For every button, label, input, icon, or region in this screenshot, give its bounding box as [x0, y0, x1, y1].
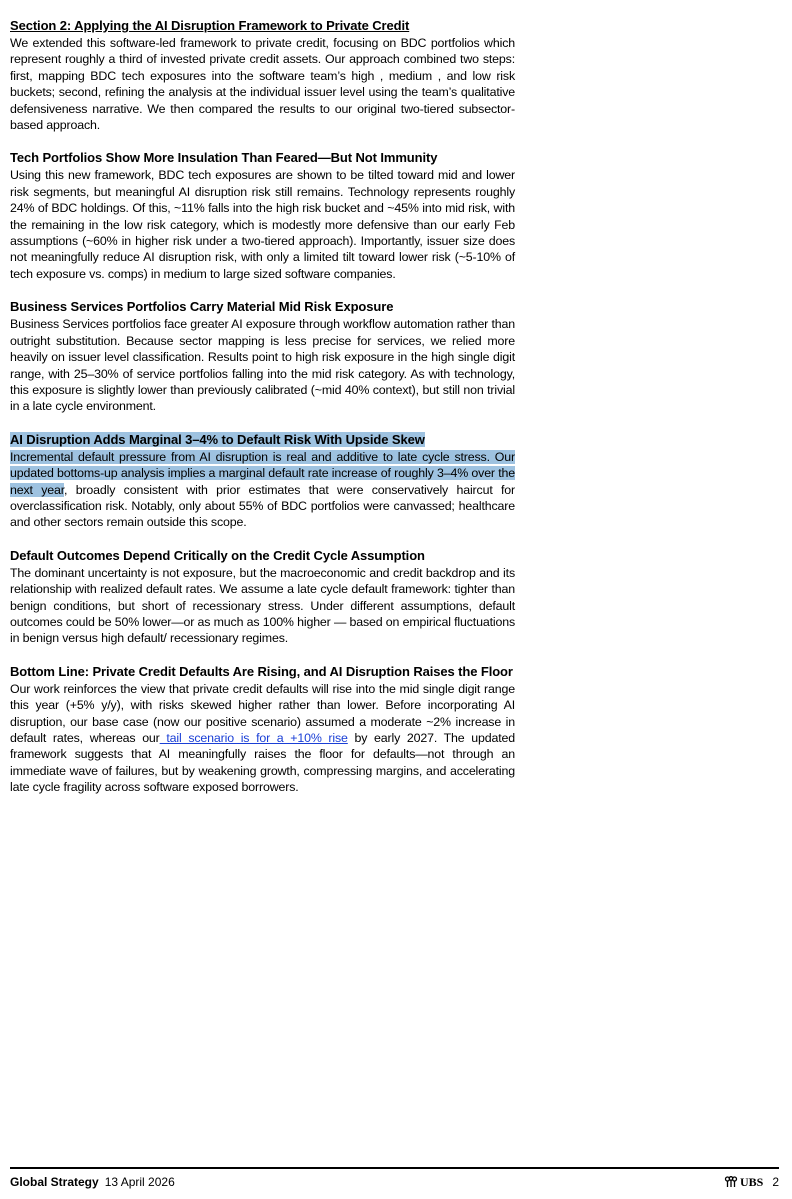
section-credit-cycle — [10, 548, 515, 647]
section-paragraph — [10, 681, 515, 796]
section-bottom-line — [10, 664, 515, 796]
paragraph-text: by early 2027. The updated framework suggests that AI meaningfully raises the floor for defaults—not through an immediate wave of failures, but by weakening growth, compressing margins, and accelerating late cycle fragility across software exposed borrowers. — [10, 731, 515, 795]
section-paragraph — [10, 449, 515, 531]
section-paragraph: Business Services portfolios face greater AI exposure through workflow automation rather than outright substitution. Because sector mapping is less precise for services, we relied more heavily on issuer level classification. Results point to high risk exposure in the high single digit range, with 25–30% of service portfolios falling into the mid risk category. As with technology, this exposure is slightly lower than previously calibrated (~mid 40% context), but still non trivial in a late cycle environment. — [10, 317, 515, 414]
section-paragraph: The dominant uncertainty is not exposure, but the macroeconomic and credit backdrop and its relationship with realized default rates. We assume a late cycle default framework: tighter than benign conditions, but short of recessionary stress. Under different assumptions, default outcomes could be 50% lower—or as much as 100% higher — based on empirical fluctuations in benign versus high default/ recessionary regimes. — [10, 565, 515, 646]
highlighted-text-selection[interactable]: Incremental default pressure from AI disruption is real and additive to late cycle stress. Our updated bottoms-up analysis implies a marginal default rate increase of roughly 3–4% over the next year — [10, 449, 515, 497]
section-business-services — [10, 299, 515, 414]
footer-date: 13 April 2026 — [104, 1175, 175, 1189]
section-paragraph: We extended this software-led framework to private credit, focusing on BDC portfolios which represent roughly a third of invested private credit assets. Our approach combined two steps: first, mapping BDC tech exposures into the software team’s high , medium , and low risk buckets; second, refining the analysis at the individual issuer level using the team’s qualitative defensiveness narrative. We then compared the results to our original two-tiered subsector-based approach. — [10, 36, 515, 133]
highlighted-heading-text[interactable]: AI Disruption Adds Marginal 3–4% to Default Risk With Upside Skew — [10, 431, 425, 447]
footer-divider — [10, 1167, 779, 1169]
footer-right — [724, 1174, 779, 1190]
section-heading: Bottom Line: Private Credit Defaults Are Rising, and AI Disruption Raises the Floor — [10, 663, 513, 679]
ubs-keys-icon — [724, 1176, 738, 1188]
footer-brand: Global Strategy — [10, 1175, 99, 1189]
document-body — [10, 18, 515, 813]
section-default-risk — [10, 432, 515, 531]
page-footer — [10, 1174, 779, 1190]
section-heading: Section 2: Applying the AI Disruption Framework to Private Credit — [10, 18, 410, 33]
section-heading: Tech Portfolios Show More Insulation Than Feared—But Not Immunity — [10, 150, 438, 166]
ubs-logo — [724, 1174, 763, 1190]
ubs-logo-text: UBS — [739, 1175, 764, 1189]
section-heading: Business Services Portfolios Carry Material Mid Risk Exposure — [10, 299, 394, 315]
section-heading-highlighted[interactable] — [10, 432, 515, 448]
paragraph-text: , broadly consistent with prior estimates that were conservatively haircut for overclassification risk. Notably, only about 55% of BDC portfolios were canvassed; healthcare and other sectors remain outside this scope. — [10, 482, 516, 530]
footer-left — [10, 1174, 175, 1190]
tail-scenario-link[interactable]: tail scenario is for a +10% rise — [159, 731, 348, 745]
section-ai-framework-private-credit — [10, 18, 515, 133]
paragraph-text: Our work reinforces the view that private credit defaults will rise into the mid single digit range this year (+5% y/y), with risks skewed higher rather than lower. Before incorporating AI disruption, our base case (now our positive scenario) assumed a moderate ~2% increase in default rates, whereas our — [10, 681, 515, 745]
section-paragraph: Using this new framework, BDC tech exposures are shown to be tilted toward mid and lower risk segments, but meaningful AI disruption risk still remains. Technology represents roughly 24% of BDC holdings. Of this, ~11% falls into the high risk bucket and ~45% into mid risk, with the remaining in the low risk category, which is modestly more defensive than our early Feb assumptions (~60% in higher risk under a two-tiered approach). Importantly, issuer size does not meaningfully reduce AI disruption risk, with only a limited tilt toward lower risk (~5-10% of tech exposure vs. comps) in medium to large sized software companies. — [10, 168, 515, 281]
section-tech-portfolios — [10, 150, 515, 282]
page-number: 2 — [772, 1175, 779, 1189]
section-heading: Default Outcomes Depend Critically on the Credit Cycle Assumption — [10, 547, 425, 563]
